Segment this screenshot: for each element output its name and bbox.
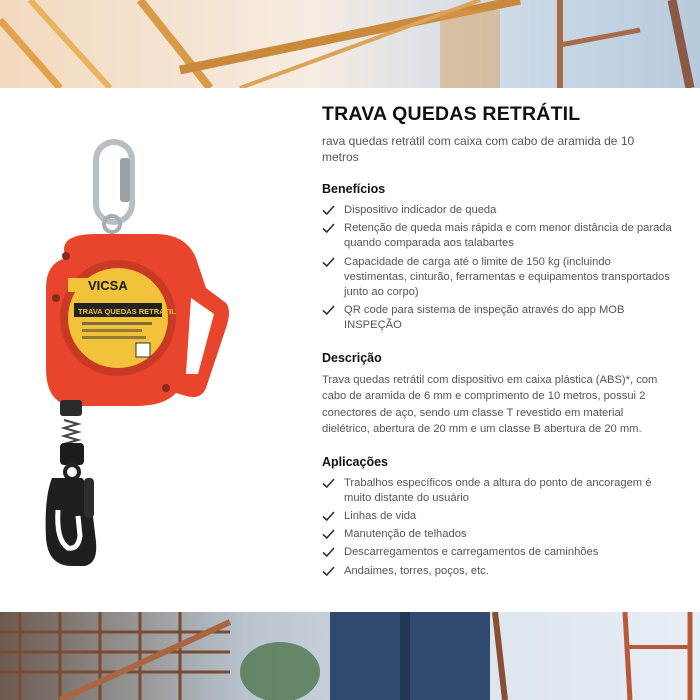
benefits-list [322,203,674,334]
benefit-text: QR code para sistema de inspeção através do app MOB INSPEÇÃO [344,304,625,332]
applications-heading: Aplicações [322,454,389,469]
applications-list [322,476,674,579]
construction-site-photo-bottom [0,612,700,700]
application-text: Trabalhos específicos onde a altura do ponto de ancoragem é muito distante do usuário [344,476,652,504]
product-subtitle: rava quedas retrátil com caixa com cabo de aramida de 10 metros [322,134,635,164]
description-heading: Descrição [322,350,382,365]
check-icon [322,546,335,558]
list-item [322,564,674,579]
benefit-text: Dispositivo indicador de queda [344,204,497,216]
page-title: TRAVA QUEDAS RETRÁTIL [322,103,581,125]
benefit-text: Capacidade de carga até o limite de 150 kg (incluindo vestimentas, cinturão, ferramentas e equipamentos transportados junto ao corpo) [344,255,670,299]
construction-site-photo-top [0,0,700,88]
list-item [322,255,674,301]
check-icon [322,222,335,234]
check-icon [322,256,335,268]
brand-logo: VICSA [88,278,128,293]
check-icon [322,477,335,489]
list-item [322,545,674,560]
description-text: Trava quedas retrátil com dispositivo em caixa plástica (ABS)*, com cabo de aramida de 6 mm e comprimento de 10 metros, possui 2 conectores de aço, sendo um classe T revestido em material dielétrico, abertura de 20 mm e um classe B abertura de 20 mm. [322,373,658,436]
list-item [322,509,674,524]
application-text: Linhas de vida [344,510,417,523]
check-icon [322,204,335,216]
check-icon [322,510,335,522]
product-label-title: TRAVA QUEDAS RETRÁTIL [78,307,176,316]
application-text: Andaimes, torres, poços, etc. [344,564,489,577]
list-item [322,221,674,251]
list-item [322,527,674,542]
application-text: Descarregamentos e carregamentos de caminhões [344,546,599,559]
header-photo-banner [0,0,700,88]
list-item [322,203,674,218]
list-item [322,303,674,333]
benefit-text: Retenção de queda mais rápida e com menor distância de parada quando comparada aos talabartes [344,222,672,250]
check-icon [322,528,335,540]
product-description-panel [322,102,674,582]
benefits-heading: Benefícios [322,182,386,196]
retractable-fall-arrester-illustration [36,138,236,578]
list-item [322,476,674,506]
product-image [36,138,236,578]
check-icon [322,565,335,577]
application-text: Manutenção de telhados [344,528,467,541]
footer-photo-banner [0,612,700,700]
check-icon [322,304,335,316]
